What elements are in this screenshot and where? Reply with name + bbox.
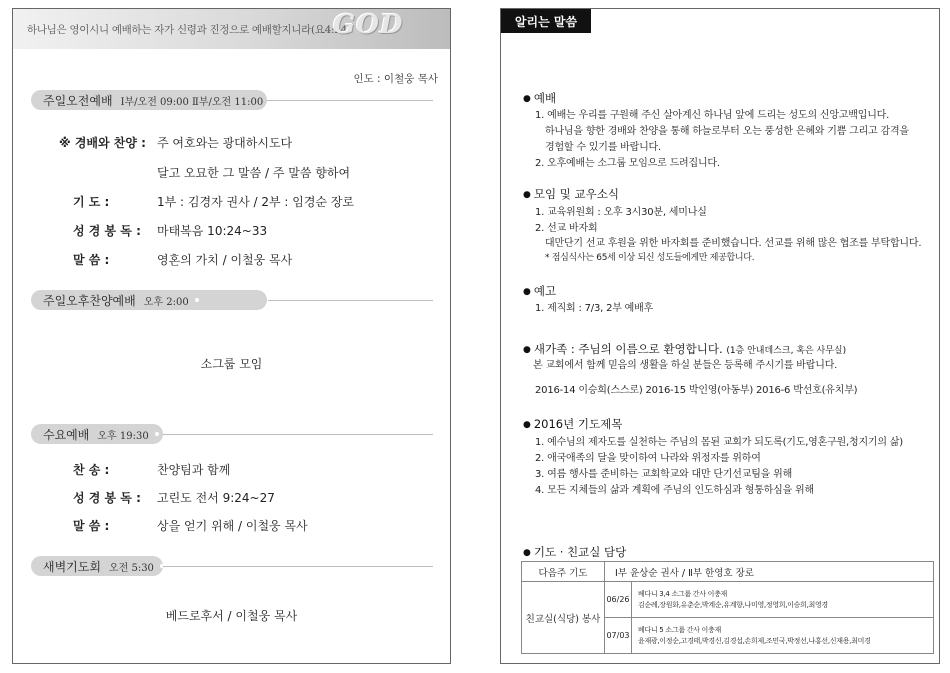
text-line: 1. 교육위원회 : 오후 3시30분, 세미나실 [535, 207, 707, 218]
text-line: 2. 애국애족의 달을 맞이하여 나라와 위정자를 위하여 [535, 453, 761, 464]
table-row [522, 582, 934, 618]
text-line: * 점심식사는 65세 이상 되신 성도들에게만 제공합니다. [545, 253, 755, 263]
table-cell: 다음주 기도 [522, 562, 605, 582]
text-line: 본 교회에서 함께 믿음의 생활을 하실 분들은 등록해 주시기를 바랍니다. [533, 360, 838, 371]
entry-line: 베다니 3,4 소그룹 간사 이충재 [638, 589, 728, 598]
announcements-tab: 알리는 말씀 [501, 9, 591, 33]
row-value: 찬양팀과 함께 [157, 463, 231, 477]
worship-order-page [12, 8, 451, 664]
text-line: 2016-14 이승희(스스로) 2016-15 박인영(아동부) 2016-6 박선호(유치부) [535, 385, 858, 396]
divider [163, 434, 433, 435]
text-line: 1. 예배는 우리를 구원해 주신 살아계신 하나님 앞에 드리는 성도의 신앙고백입니다. [535, 110, 890, 121]
table-cell [632, 582, 934, 618]
duty-heading: ● 기도 · 친교실 담당 [523, 545, 627, 559]
divider [268, 300, 433, 301]
section-time: 오후 19:30 [97, 430, 149, 442]
text-line: 대만단기 선교 후원을 위한 바자회를 준비했습니다. 선교를 위해 많은 협조를 부탁합니다. [545, 238, 922, 249]
table-cell [632, 618, 934, 654]
text-line: 2. 선교 바자회 [535, 223, 598, 234]
table-cell: 06/26 [605, 582, 632, 618]
row-value: 고린도 전서 9:24~27 [157, 491, 275, 505]
leader-label: 인도 : 이철웅 목사 [353, 73, 438, 85]
text-line: 4. 모든 지체들의 삶과 계획에 주님의 인도하심과 형통하심을 위해 [535, 485, 814, 496]
text-line: 하나님을 향한 경배와 찬양을 통해 하늘로부터 오는 풍성한 은혜와 기쁨 그리고 감격을 [545, 126, 909, 137]
header-banner [13, 9, 450, 49]
section-header-wednesday [31, 424, 163, 444]
god-logo: GOD [333, 10, 404, 40]
section-header-sunday-pm [31, 290, 267, 310]
dawn-content: 베드로후서 / 이철웅 목사 [165, 609, 298, 623]
sunday-pm-content: 소그룹 모임 [200, 357, 263, 371]
text-line: 경험할 수 있기를 바랍니다. [545, 142, 661, 153]
duty-table [521, 561, 934, 654]
section-header-dawn [31, 556, 163, 576]
row-value: 1부 : 김경자 권사 / 2부 : 임경순 장로 [157, 195, 355, 209]
divider [263, 100, 433, 101]
row-label: ※ 경배와 찬양 : [59, 136, 146, 150]
text-line: 1. 예수님의 제자도를 실천하는 주님의 몸된 교회가 되도록(기도,영혼구원,청지기의 삶) [535, 437, 903, 448]
bullet-icon: ● [523, 287, 531, 297]
banner-verse: 하나님은 영이시니 예배하는 자가 신령과 진정으로 예배할지니라(요4:24) [27, 24, 351, 36]
section-header-sunday-am [31, 90, 267, 110]
table-row [522, 562, 934, 582]
newcomers-note: (1층 안내데스크, 혹은 사무실) [726, 346, 847, 356]
meetings-heading: ● 모임 및 교우소식 [523, 187, 619, 201]
prayer-topics-heading: ● 2016년 기도제목 [523, 417, 623, 431]
row-value: 상을 얻기 위해 / 이철웅 목사 [157, 519, 308, 533]
newcomers-heading: ● 새가족 : 주님의 이름으로 환영합니다. (1층 안내데스크, 혹은 사무실) [523, 342, 847, 356]
bullet-dot [155, 432, 159, 436]
row-label: 말 씀 : [73, 519, 110, 533]
entry-line: 베다니 5 소그룹 간사 이충재 [638, 625, 721, 634]
table-cell: 07/03 [605, 618, 632, 654]
section-time: 오후 2:00 [143, 296, 189, 308]
bullet-icon: ● [523, 94, 531, 104]
text-line: 2. 오후예배는 소그룹 모임으로 드려집니다. [535, 158, 720, 169]
row-label: 성 경 봉 독 : [73, 224, 141, 238]
section-title: 주일오후찬양예배 [43, 293, 136, 308]
text-line: 1. 제직회 : 7/3, 2부 예배후 [535, 303, 654, 314]
row-value: 주 여호와는 광대하시도다 [157, 136, 293, 150]
announcement-heading: ● 예고 [523, 284, 557, 298]
divider [163, 566, 433, 567]
bullet-icon: ● [523, 548, 531, 558]
announcements-page [500, 8, 940, 664]
bullet-icon: ● [523, 345, 531, 355]
bullet-dot [160, 564, 163, 568]
section-title: 주일오전예배 [43, 93, 113, 108]
row-label: 성 경 봉 독 : [73, 491, 141, 505]
entry-line: 김순례,장원화,유춘순,박계순,유계향,나미영,정영희,이승희,최영경 [638, 600, 828, 609]
text-line: 3. 여름 행사를 준비하는 교회학교와 대만 단기선교팀을 위해 [535, 469, 793, 480]
table-cell: 친교실(식당) 봉사 [522, 582, 605, 654]
row-value: 영혼의 가치 / 이철웅 목사 [157, 253, 293, 267]
section-title: 수요예배 [43, 427, 90, 442]
row-label: 기 도 : [73, 195, 110, 209]
row-label: 찬 송 : [73, 463, 110, 477]
table-cell: Ⅰ부 윤상순 권사 / Ⅱ부 한영호 장로 [605, 562, 934, 582]
row-value: 달고 오묘한 그 말씀 / 주 말씀 향하여 [157, 166, 351, 180]
row-value: 마태복음 10:24~33 [157, 224, 268, 238]
section-time: 오전 5:30 [108, 562, 154, 574]
worship-heading: ● 예배 [523, 91, 557, 105]
row-label: 말 씀 : [73, 253, 110, 267]
section-title: 새벽기도회 [43, 559, 101, 574]
section-time: Ⅰ부/오전 09:00 Ⅱ부/오전 11:00 [120, 96, 264, 108]
entry-line: 윤재광,이정순,고경태,박경신,김경섭,손희제,조민국,박정선,나홍선,신재용,최미경 [638, 636, 871, 645]
bullet-icon: ● [523, 420, 531, 430]
bullet-icon: ● [523, 190, 531, 200]
bullet-dot [195, 298, 199, 302]
